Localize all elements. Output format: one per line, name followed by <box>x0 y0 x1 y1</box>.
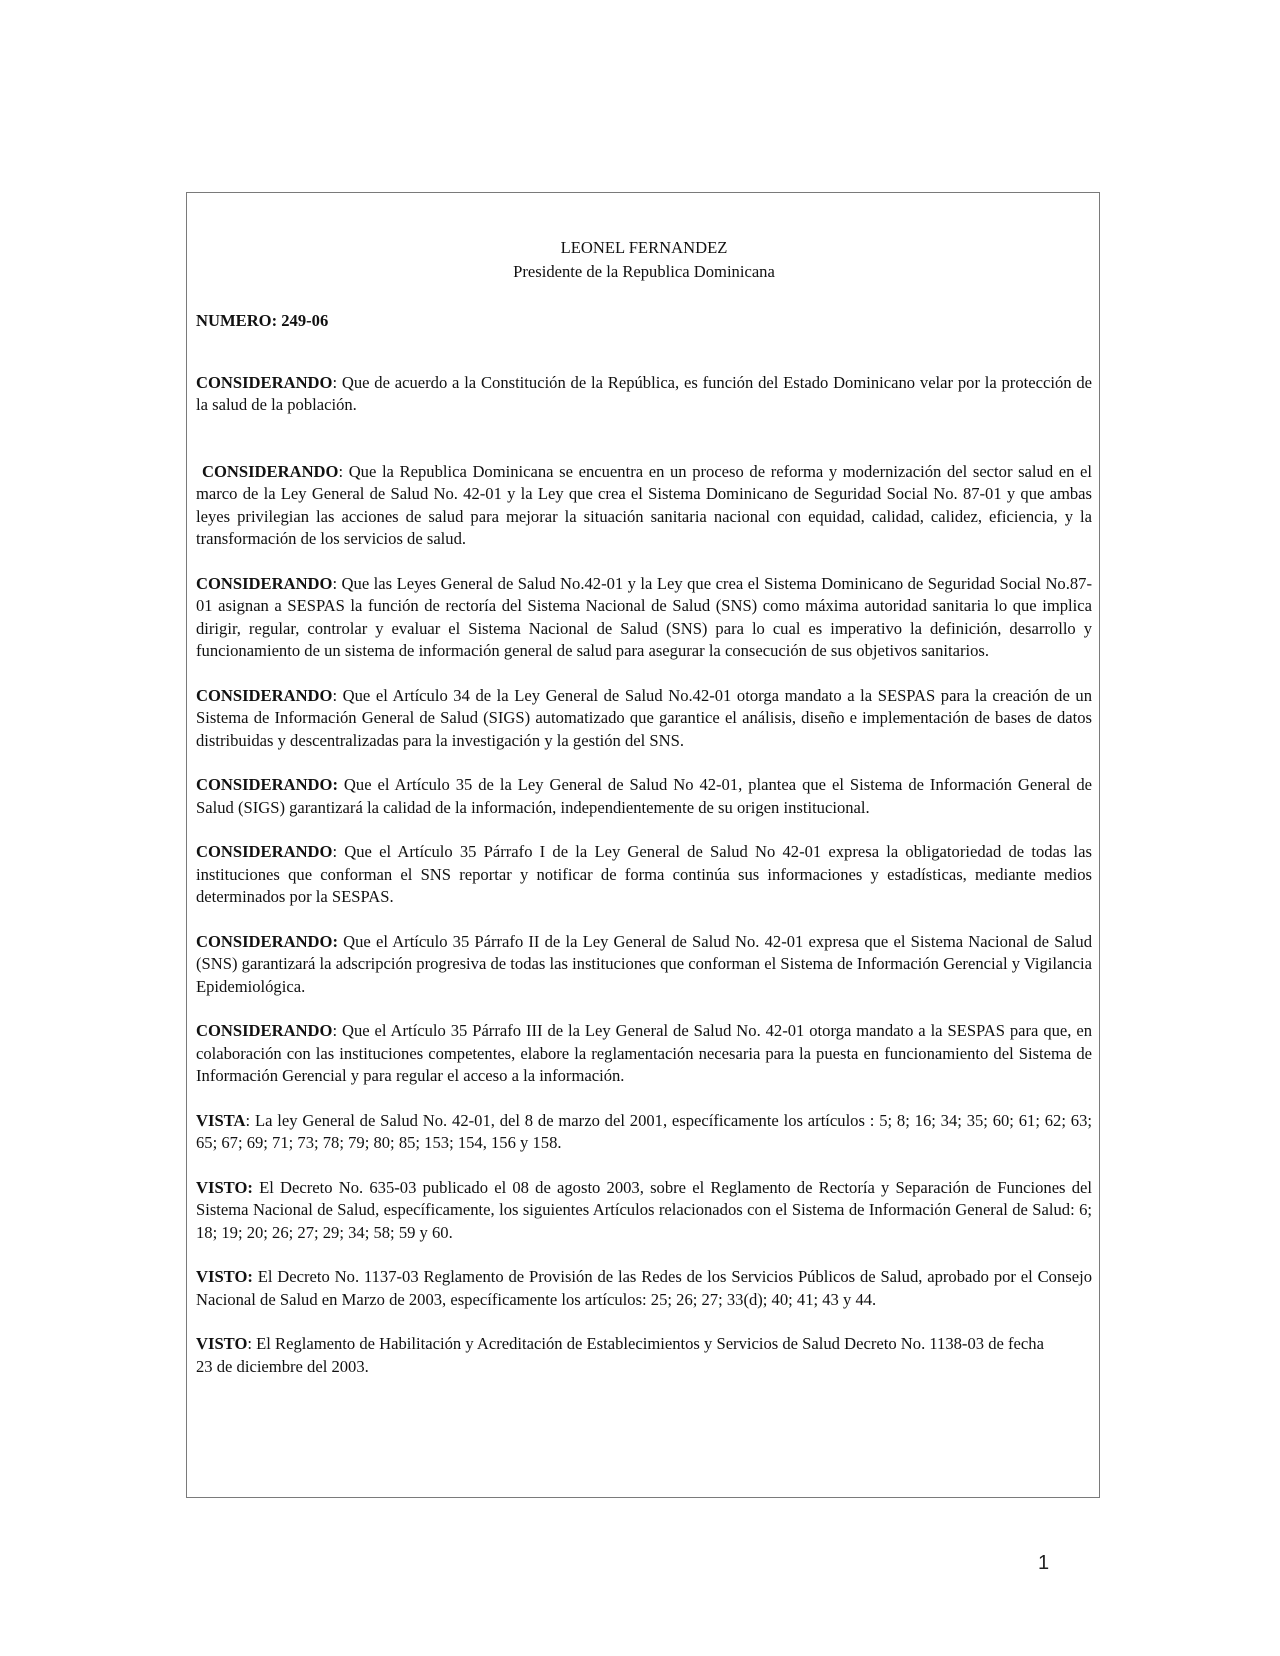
decree-number: NUMERO: 249-06 <box>196 311 329 330</box>
document-body <box>196 236 1092 1378</box>
paragraph-considerando-5 <box>196 774 1092 819</box>
paragraph-considerando-6: CONSIDERANDO: Que el Artículo 35 Párrafo I de la Ley General de Salud No 42-01 expresa la obligatoriedad de todas las instituciones que conforman el SNS reportar y notificar de forma continúa sus informaciones y estadísticas, mediante medios determinados por la SESPAS. <box>196 842 1092 906</box>
paragraph-text: El Decreto No. 635-03 publicado el 08 de agosto 2003, sobre el Reglamento de Rectoría y Separación de Funciones del Sistema Nacional de Salud, específicamente, los siguientes Artículos relacionados con el Sistema de Información General de Salud: 6; 18; 19; 20; 26; 27; 29; 34; 58; 59 y 60. <box>196 1177 1092 1242</box>
paragraph-label: CONSIDERANDO <box>196 573 333 593</box>
paragraph-text: La ley General de Salud No. 42-01, del 8 de marzo del 2001, específicamente los artículos : 5; 8; 16; 34; 35; 60; 61; 62; 63; 65; 67; 69; 71; 73; 78; 79; 80; 85; 153; 154, 156 y 158. <box>196 1110 1092 1152</box>
paragraph-considerando-2: CONSIDERANDO: Que la Republica Dominicana se encuentra en un proceso de reforma y modernización del sector salud en el marco de la Ley General de Salud No. 42-01 y la Ley que crea el Sistema Dominicano de Seguridad Social No. 87-01 y que ambas leyes privilegian las acciones de salud para mejorar la situación sanitaria nacional con equidad, calidad, calidez, eficiencia, y la transformación de los servicios de salud. <box>196 461 1092 548</box>
paragraph-visto-1 <box>196 1177 1092 1245</box>
paragraph-text: Que de acuerdo a la Constitución de la República, es función del Estado Dominicano velar por la protección de la salud de la población. <box>196 372 1092 414</box>
paragraph-label: CONSIDERANDO <box>202 461 339 481</box>
paragraph-considerando-7 <box>196 931 1092 999</box>
paragraph-text: El Decreto No. 1137-03 Reglamento de Provisión de las Redes de los Servicios Públicos de Salud, aprobado por el Consejo Nacional de Salud en Marzo de 2003, específicamente los artículos: 25; 26; 27; 33(d); 40; 41; 43 y 44. <box>196 1267 1092 1309</box>
paragraph-text: Que el Artículo 35 Párrafo II de la Ley General de Salud No. 42-01 expresa que el Sistema Nacional de Salud (SNS) garantizará la adscripción progresiva de todas las instituciones que conforman el Sistema de Información Gerencial y Vigilancia Epidemiológica. <box>196 931 1092 996</box>
paragraph-label: VISTA <box>196 1110 246 1130</box>
paragraph-text: Que la Republica Dominicana se encuentra en un proceso de reforma y modernización del sector salud en el marco de la Ley General de Salud No. 42-01 y la Ley que crea el Sistema Dominicano de Seguridad Social No. 87-01 y que ambas leyes privilegian las acciones de salud para mejorar la situación sanitaria nacional con equidad, calidad, calidez, eficiencia, y la transformación de los servicios de salud. <box>196 461 1092 548</box>
paragraph-text: Que el Artículo 35 Párrafo III de la Ley General de Salud No. 42-01 otorga mandato a la SESPAS para que, en colaboración con las instituciones competentes, elabore la reglamentación necesaria para la puesta en funcionamiento del Sistema de Información Gerencial y para regular el acceso a la información. <box>196 1021 1093 1085</box>
paragraph-text: Que las Leyes General de Salud No.42-01 y la Ley que crea el Sistema Dominicano de Seguridad Social No.87-01 asignan a SESPAS la función de rectoría del Sistema Nacional de Salud (SNS) como máxima autoridad sanitaria lo que implica dirigir, regular, controlar y evaluar el Sistema Nacional de Salud (SNS) para lo cual es imperativo la definición, desarrollo y funcionamiento de un sistema de información general de salud para asegurar la consecución de sus objetivos sanitarios. <box>196 573 1093 660</box>
president-name: LEONEL FERNANDEZ <box>560 238 728 257</box>
paragraph-considerando-8: CONSIDERANDO: Que el Artículo 35 Párrafo III de la Ley General de Salud No. 42-01 otorga mandato a la SESPAS para que, en colaboración con las instituciones competentes, elabore la reglamentación necesaria para la puesta en funcionamiento del Sistema de Información Gerencial y para regular el acceso a la información. <box>196 1021 1093 1085</box>
paragraph-label: CONSIDERANDO <box>196 842 333 861</box>
paragraph-considerando-1: CONSIDERANDO: Que de acuerdo a la Constitución de la República, es función del Estado Dominicano velar por la protección de la salud de la población. <box>196 372 1092 414</box>
page-number: 1 <box>1038 1552 1050 1574</box>
paragraph-text: Que el Artículo 35 de la Ley General de Salud No 42-01, plantea que el Sistema de Información General de Salud (SIGS) garantizará la calidad de la información, independientemente de su origen institucional. <box>196 775 1092 817</box>
paragraph-label: VISTO: <box>196 1267 253 1286</box>
paragraph-considerando-4: CONSIDERANDO: Que el Artículo 34 de la Ley General de Salud No.42-01 otorga mandato a la SESPAS para la creación de un Sistema de Información General de Salud (SIGS) automatizado que garantice el análisis, diseño e implementación de bases de datos distribuidas y descentralizadas para la investigación y la gestión del SNS. <box>196 685 1092 750</box>
paragraph-text: Que el Artículo 34 de la Ley General de Salud No.42-01 otorga mandato a la SESPAS para la creación de un Sistema de Información General de Salud (SIGS) automatizado que garantice el análisis, diseño e implementación de bases de datos distribuidas y descentralizadas para la investigación y la gestión del SNS. <box>196 685 1092 750</box>
paragraph-label: CONSIDERANDO <box>196 1021 333 1040</box>
paragraph-label: CONSIDERANDO: <box>196 931 338 951</box>
paragraph-label: CONSIDERANDO <box>196 372 333 392</box>
document-header <box>196 236 1092 284</box>
paragraph-label: CONSIDERANDO: <box>196 775 338 794</box>
paragraph-visto-3: VISTO: El Reglamento de Habilitación y Acreditación de Establecimientos y Servicios de Salud Decreto No. 1138-03 de fecha 23 de diciembre del 2003. <box>196 1334 1044 1376</box>
paragraph-label: VISTO: <box>196 1177 253 1197</box>
paragraph-text: El Reglamento de Habilitación y Acreditación de Establecimientos y Servicios de Salud Decreto No. 1138-03 de fecha 23 de diciembre del 2003. <box>196 1334 1044 1376</box>
paragraph-text: Que el Artículo 35 Párrafo I de la Ley General de Salud No 42-01 expresa la obligatoriedad de todas las instituciones que conforman el SNS reportar y notificar de forma continúa sus informaciones y estadísticas, mediante medios determinados por la SESPAS. <box>196 842 1092 906</box>
paragraph-vista: VISTA: La ley General de Salud No. 42-01, del 8 de marzo del 2001, específicamente los artículos : 5; 8; 16; 34; 35; 60; 61; 62; 63; 65; 67; 69; 71; 73; 78; 79; 80; 85; 153; 154, 156 y 158. <box>196 1110 1092 1152</box>
paragraph-considerando-3: CONSIDERANDO: Que las Leyes General de Salud No.42-01 y la Ley que crea el Sistema Dominicano de Seguridad Social No.87-01 asignan a SESPAS la función de rectoría del Sistema Nacional de Salud (SNS) como máxima autoridad sanitaria lo que implica dirigir, regular, controlar y evaluar el Sistema Nacional de Salud (SNS) para lo cual es imperativo la definición, desarrollo y funcionamiento de un sistema de información general de salud para asegurar la consecución de sus objetivos sanitarios. <box>196 573 1093 660</box>
paragraph-label: CONSIDERANDO <box>196 685 333 705</box>
paragraph-visto-2 <box>196 1266 1092 1311</box>
paragraph-label: VISTO <box>196 1334 248 1353</box>
president-title: Presidente de la Republica Dominicana <box>513 262 775 281</box>
